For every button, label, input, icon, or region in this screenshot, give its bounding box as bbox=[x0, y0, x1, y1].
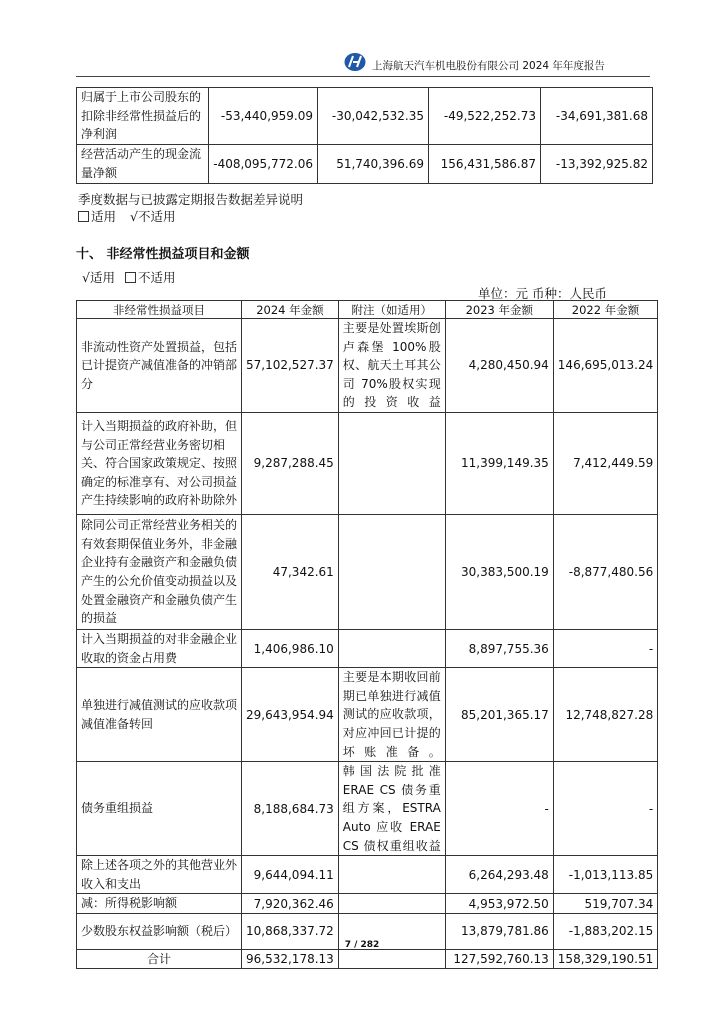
table-row bbox=[77, 514, 658, 629]
table-row bbox=[77, 629, 658, 667]
table-cell: 519,707.34 bbox=[553, 894, 657, 914]
table-cell: 127,592,760.13 bbox=[445, 949, 553, 969]
table-cell: 57,102,527.37 bbox=[242, 319, 339, 413]
table-header-row bbox=[77, 301, 658, 319]
section-title: 十、 非经常性损益项目和金额 bbox=[76, 247, 250, 262]
note-cell bbox=[338, 412, 445, 514]
table-cell: -1,013,113.85 bbox=[553, 856, 657, 894]
table-row bbox=[77, 894, 658, 914]
table-cell: 4,280,450.94 bbox=[445, 319, 553, 413]
table-cell: -1,883,202.15 bbox=[553, 913, 657, 949]
table-cell: 9,644,094.11 bbox=[242, 856, 339, 894]
item-label: 非流动性资产处置损益，包括已计提资产减值准备的冲销部分 bbox=[77, 319, 242, 413]
option-label: 不适用 bbox=[137, 270, 176, 285]
table-cell: -34,691,381.68 bbox=[541, 88, 653, 145]
row-label: 经营活动产生的现金流量净额 bbox=[77, 145, 209, 184]
column-header: 2023 年金额 bbox=[445, 301, 553, 319]
table-cell: 6,264,293.48 bbox=[445, 856, 553, 894]
column-header: 2022 年金额 bbox=[553, 301, 657, 319]
option-label: 适用 bbox=[91, 209, 117, 224]
table-cell: - bbox=[553, 762, 657, 856]
item-label: 除上述各项之外的其他营业外收入和支出 bbox=[77, 856, 242, 894]
row-label: 归属于上市公司股东的扣除非经常性损益后的净利润 bbox=[77, 88, 209, 145]
column-header: 附注（如适用） bbox=[338, 301, 445, 319]
table-cell: 30,383,500.19 bbox=[445, 514, 553, 629]
table-cell: -408,095,772.06 bbox=[209, 145, 318, 184]
table-cell: 1,406,986.10 bbox=[242, 629, 339, 667]
table-row bbox=[77, 949, 658, 969]
table-cell: 12,748,827.28 bbox=[553, 668, 657, 762]
quarter-note: 季度数据与已披露定期报告数据差异说明 bbox=[78, 192, 304, 207]
table-cell: 156,431,586.87 bbox=[429, 145, 541, 184]
header-title: 上海航天汽车机电股份有限公司 2024 年年度报告 bbox=[372, 60, 605, 72]
unit-line: 单位：元 币种：人民币 bbox=[478, 286, 607, 301]
table-cell: 8,897,755.36 bbox=[445, 629, 553, 667]
page-header bbox=[76, 50, 650, 77]
note-cell bbox=[338, 894, 445, 914]
table-cell: 85,201,365.17 bbox=[445, 668, 553, 762]
table-cell: 29,643,954.94 bbox=[242, 668, 339, 762]
table-cell: 47,342.61 bbox=[242, 514, 339, 629]
table-cell: -53,440,959.09 bbox=[209, 88, 318, 145]
table-row bbox=[77, 88, 653, 145]
table-cell: 10,868,337.72 bbox=[242, 913, 339, 949]
table-row bbox=[77, 412, 658, 514]
note-cell: 主要是处置埃斯创卢森堡 100%股权、航天土耳其公司 70%股权实现的投资收益 bbox=[338, 319, 445, 413]
table-cell: -8,877,480.56 bbox=[553, 514, 657, 629]
table-cell: 146,695,013.24 bbox=[553, 319, 657, 413]
column-header: 非经常性损益项目 bbox=[77, 301, 242, 319]
non-recurring-items-table bbox=[76, 300, 658, 969]
item-label: 计入当期损益的政府补助，但与公司正常经营业务密切相关、符合国家政策规定、按照确定的标准享有、对公司损益产生持续影响的政府补助除外 bbox=[77, 412, 242, 514]
table-cell: 9,287,288.45 bbox=[242, 412, 339, 514]
item-label: 减：所得税影响额 bbox=[77, 894, 242, 914]
table-row bbox=[77, 856, 658, 894]
item-label: 单独进行减值测试的应收款项减值准备转回 bbox=[77, 668, 242, 762]
item-label: 除同公司正常经营业务相关的有效套期保值业务外，非金融企业持有金融资产和金融负债产生的公允价值变动损益以及处置金融资产和金融负债产生的损益 bbox=[77, 514, 242, 629]
table-cell: 4,953,972.50 bbox=[445, 894, 553, 914]
item-label: 计入当期损益的对非金融企业收取的资金占用费 bbox=[77, 629, 242, 667]
table-row bbox=[77, 668, 658, 762]
note-cell: 韩国法院批准ERAE CS 债务重组方案，ESTRA Auto 应收 ERAE CS 债权重组收益 bbox=[338, 762, 445, 856]
table-cell: 7,412,449.59 bbox=[553, 412, 657, 514]
table-cell: 8,188,684.73 bbox=[242, 762, 339, 856]
table-row bbox=[77, 319, 658, 413]
page-number: 7 / 282 bbox=[344, 940, 380, 950]
note-cell bbox=[338, 629, 445, 667]
item-label: 少数股东权益影响额（税后） bbox=[77, 913, 242, 949]
table-cell: -13,392,925.82 bbox=[541, 145, 653, 184]
item-label: 合计 bbox=[77, 949, 242, 969]
checkbox-icon bbox=[125, 272, 136, 283]
note-cell bbox=[338, 514, 445, 629]
note-cell: 主要是本期收回前期已单独进行减值测试的应收款项，对应冲回已计提的坏账准备。 bbox=[338, 668, 445, 762]
quarter-options bbox=[78, 207, 175, 225]
table-row bbox=[77, 145, 653, 184]
item-label: 债务重组损益 bbox=[77, 762, 242, 856]
table-cell: 7,920,362.46 bbox=[242, 894, 339, 914]
note-cell bbox=[338, 856, 445, 894]
table-cell: 96,532,178.13 bbox=[242, 949, 339, 969]
table-cell: - bbox=[445, 762, 553, 856]
financial-summary-table bbox=[76, 87, 653, 184]
table-cell: - bbox=[553, 629, 657, 667]
option-label: √不适用 bbox=[130, 209, 176, 224]
table-cell: 158,329,190.51 bbox=[553, 949, 657, 969]
table-cell: -49,522,252.73 bbox=[429, 88, 541, 145]
column-header: 2024 年金额 bbox=[242, 301, 339, 319]
table-row bbox=[77, 762, 658, 856]
table-cell: 11,399,149.35 bbox=[445, 412, 553, 514]
applicable-options bbox=[82, 268, 175, 286]
note-cell bbox=[338, 949, 445, 969]
option-label: √适用 bbox=[82, 270, 115, 285]
table-cell: 51,740,396.69 bbox=[318, 145, 429, 184]
company-logo-icon bbox=[344, 52, 366, 72]
table-cell: -30,042,532.35 bbox=[318, 88, 429, 145]
checkbox-icon bbox=[78, 211, 89, 222]
table-cell: 13,879,781.86 bbox=[445, 913, 553, 949]
